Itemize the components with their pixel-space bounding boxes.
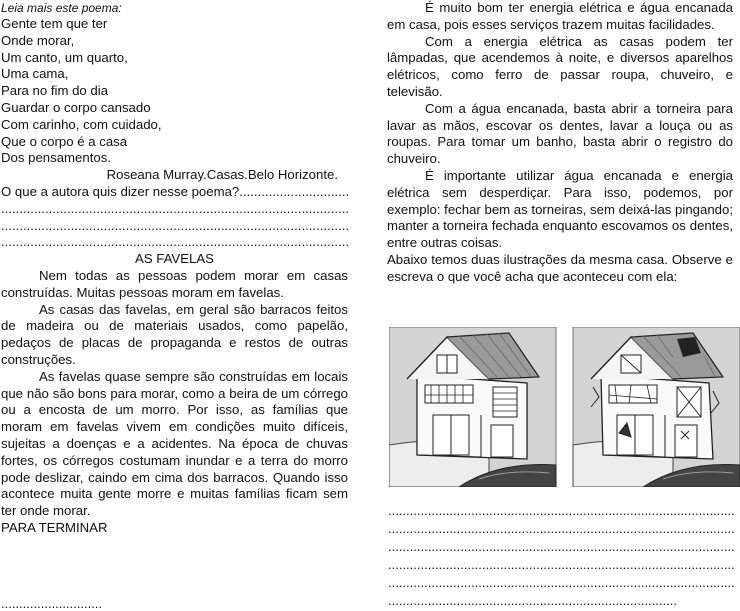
paragraph: As favelas quase sempre são construídas em locais que não são bons para morar, como a beira de um córrego ou a encosta de um morro. Por isso, as famílias que moram em favelas vivem em condições muito difíceis, sujeitas a doenças e a acidentes. Na época de chuvas fortes, os córregos costumam inundar e a terra do morro pode deslizar, caindo em cima dos barracos. Quando isso acontece muita gente morre e muitas famílias ficam sem ter onde morar. (1, 368, 348, 519)
answer-line[interactable] (1, 218, 348, 235)
answer-line[interactable] (388, 523, 734, 535)
answer-line[interactable] (388, 559, 734, 571)
left-column (1, 0, 348, 537)
poem-question-text: O que a autora quis dizer nesse poema? (1, 183, 240, 199)
poem-question (1, 184, 348, 201)
poem-line: Guardar o corpo cansado (1, 99, 151, 115)
paragraph: É muito bom ter energia elétrica e água encanada em casa, pois esses serviços trazem muitas facilidades. (387, 0, 733, 32)
paragraph: Com a água encanada, basta abrir a torneira para lavar as mãos, escovar os dentes, lavar a louça ou as roupas. Para tomar um banho, basta abrir o registro do chuveiro. (387, 100, 733, 167)
answer-line[interactable] (1, 201, 348, 218)
answer-line[interactable] (388, 505, 734, 517)
poem-credit: Roseana Murray.Casas.Belo Horizonte. (106, 167, 338, 183)
paragraph: Nem todas as pessoas podem morar em casas construídas. Muitas pessoas moram em favelas. (1, 267, 348, 300)
house-illustrations (389, 327, 740, 487)
poem (1, 16, 348, 167)
poem-line: Uma cama, (1, 66, 69, 82)
poem-intro: Leia mais este poema: (1, 1, 122, 15)
paragraph: É importante utilizar água encanada e energia elétrica sem desperdiçar. Para isso, podemos, por exemplo: fechar bem as torneiras, sem deixá-las pingando; manter a torneira fechada enquanto escovamos os dentes, entre outras coisas. (387, 167, 733, 251)
answer-line[interactable] (388, 595, 678, 607)
section-title: AS FAVELAS (135, 251, 214, 267)
answer-blank[interactable] (239, 184, 348, 199)
paragraph: Com a energia elétrica as casas podem ter lâmpadas, que acendemos à noite, e diversos aparelhos elétricos, como ferro de passar roupa, chuveiro, e televisão. (387, 33, 733, 99)
poem-line: Com carinho, com cuidado, (1, 116, 162, 132)
poem-line: Dos pensamentos. (1, 150, 111, 166)
answer-line[interactable] (1, 598, 101, 610)
paragraph: As casas das favelas, em geral são barracos feitos de madeira ou de materiais usados, como papelão, pedaços de placas de propaganda e restos de outras construções. (1, 301, 348, 367)
poem-line: Onde morar, (1, 32, 75, 48)
poem-line: Que o corpo é a casa (1, 133, 128, 149)
answer-line[interactable] (388, 577, 734, 589)
poem-line: Para no fim do dia (1, 83, 109, 99)
instruction: Abaixo temos duas ilustrações da mesma casa. Observe e escreva o que você acha que aconteceu com ela: (387, 251, 733, 284)
poem-line: Gente tem que ter (1, 16, 108, 31)
right-column (387, 0, 733, 286)
house-intact-illustration (389, 327, 556, 487)
answer-line[interactable] (1, 234, 348, 251)
closing-heading: PARA TERMINAR (1, 519, 108, 535)
answer-line[interactable] (388, 541, 734, 553)
poem-line: Um canto, um quarto, (1, 49, 128, 65)
house-damaged-illustration (573, 327, 740, 487)
